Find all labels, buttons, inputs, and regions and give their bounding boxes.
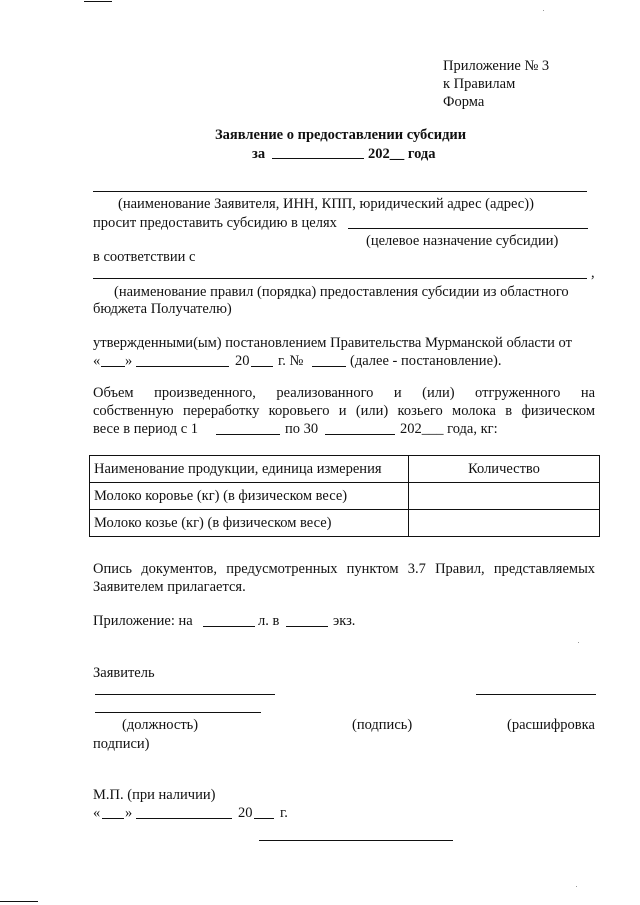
rules-caption-2: бюджета Получателю) [93, 301, 232, 317]
scan-speck [543, 10, 544, 11]
approval-day-blank[interactable] [101, 366, 125, 367]
period-year-label: 202___ года, кг: [400, 421, 498, 437]
title-period-blank[interactable] [272, 158, 364, 159]
scan-speck [576, 886, 577, 887]
table-row [90, 510, 600, 537]
appendix-form: Форма [443, 94, 485, 110]
rules-name-blank[interactable] [93, 278, 587, 279]
rules-caption-1: (наименование правил (порядка) предоставления субсидии из областного [114, 284, 569, 300]
approval-text: утвержденными(ым) постановлением Правительства Мурманской области от [93, 335, 572, 351]
date-day-blank[interactable] [102, 818, 124, 819]
rules-comma: , [591, 265, 595, 281]
decoding-caption-2: подписи) [93, 736, 150, 752]
applicant-caption: (наименование Заявителя, ИНН, КПП, юридический адрес (адрес)) [118, 196, 534, 212]
applicant-name-blank[interactable] [93, 191, 587, 192]
approval-number-label: г. № [278, 353, 304, 369]
approval-suffix: (далее - постановление). [350, 353, 502, 369]
date-year: 20 [238, 805, 253, 821]
table-cell-product: Молоко коровье (кг) (в физическом весе) [90, 483, 409, 510]
appendix-to-rules: к Правилам [443, 76, 516, 92]
period-from-blank[interactable] [216, 434, 280, 435]
period-to-label: по 30 [285, 421, 319, 437]
table-header-quantity: Количество [409, 456, 600, 483]
attachment-mid: л. в [258, 613, 280, 629]
position-blank-2[interactable] [95, 712, 261, 713]
applicant-label: Заявитель [93, 665, 155, 681]
inventory-line-2: Заявителем прилагается. [93, 579, 246, 595]
date-quote-open: « [93, 805, 101, 821]
decoding-caption: (расшифровка [507, 717, 595, 733]
attachment-copies-blank[interactable] [286, 626, 328, 627]
period-from-label: весе в период с 1 [93, 421, 199, 437]
document-title: Заявление о предоставлении субсидии [215, 127, 467, 143]
appendix-number: Приложение № 3 [443, 58, 550, 74]
table-row [90, 483, 600, 510]
inventory-line-1: Опись документов, предусмотренных пунктом 3.7 Правил, представляемых [93, 561, 596, 577]
position-blank-1[interactable] [95, 694, 275, 695]
table-cell-quantity[interactable] [409, 510, 600, 537]
signature-decoding-blank[interactable] [476, 694, 596, 695]
attachment-prefix: Приложение: на [93, 613, 193, 629]
stamp-label: М.П. (при наличии) [93, 787, 216, 803]
subsidy-purpose-blank[interactable] [348, 228, 588, 229]
top-margin-line [84, 1, 112, 2]
title-period-suffix: 202__ года [368, 146, 436, 162]
signature-caption: (подпись) [352, 717, 413, 733]
approval-number-blank[interactable] [312, 366, 346, 367]
date-month-blank[interactable] [136, 818, 232, 819]
date-quote-close: » [125, 805, 133, 821]
table-cell-quantity[interactable] [409, 483, 600, 510]
attachment-suffix: экз. [333, 613, 356, 629]
date-g: г. [280, 805, 288, 821]
position-caption: (должность) [122, 717, 199, 733]
approval-quote-open: « [93, 353, 101, 369]
footer-separator [259, 840, 453, 841]
product-table [89, 455, 600, 537]
approval-month-blank[interactable] [136, 366, 229, 367]
scan-speck [578, 642, 579, 643]
volume-line-1: Объем произведенного, реализованного и (или) отгруженного на [93, 385, 596, 401]
table-cell-product: Молоко козье (кг) (в физическом весе) [90, 510, 409, 537]
attachment-sheets-blank[interactable] [203, 626, 255, 627]
table-header-product: Наименование продукции, единица измерения [90, 456, 409, 483]
according-text: в соответствии с [93, 249, 196, 265]
purpose-caption: (целевое назначение субсидии) [366, 233, 559, 249]
volume-line-2: собственную переработку коровьего и (или) козьего молока в физическом [93, 403, 596, 419]
bottom-margin-line [0, 901, 38, 902]
subsidy-request-text: просит предоставить субсидию в целях [93, 215, 337, 231]
approval-year-blank[interactable] [251, 366, 273, 367]
approval-quote-close: » [125, 353, 133, 369]
table-header-row [90, 456, 600, 483]
approval-year: 20 [235, 353, 250, 369]
period-to-blank[interactable] [325, 434, 395, 435]
title-period-prefix: за [252, 146, 266, 162]
date-year-blank[interactable] [254, 818, 274, 819]
